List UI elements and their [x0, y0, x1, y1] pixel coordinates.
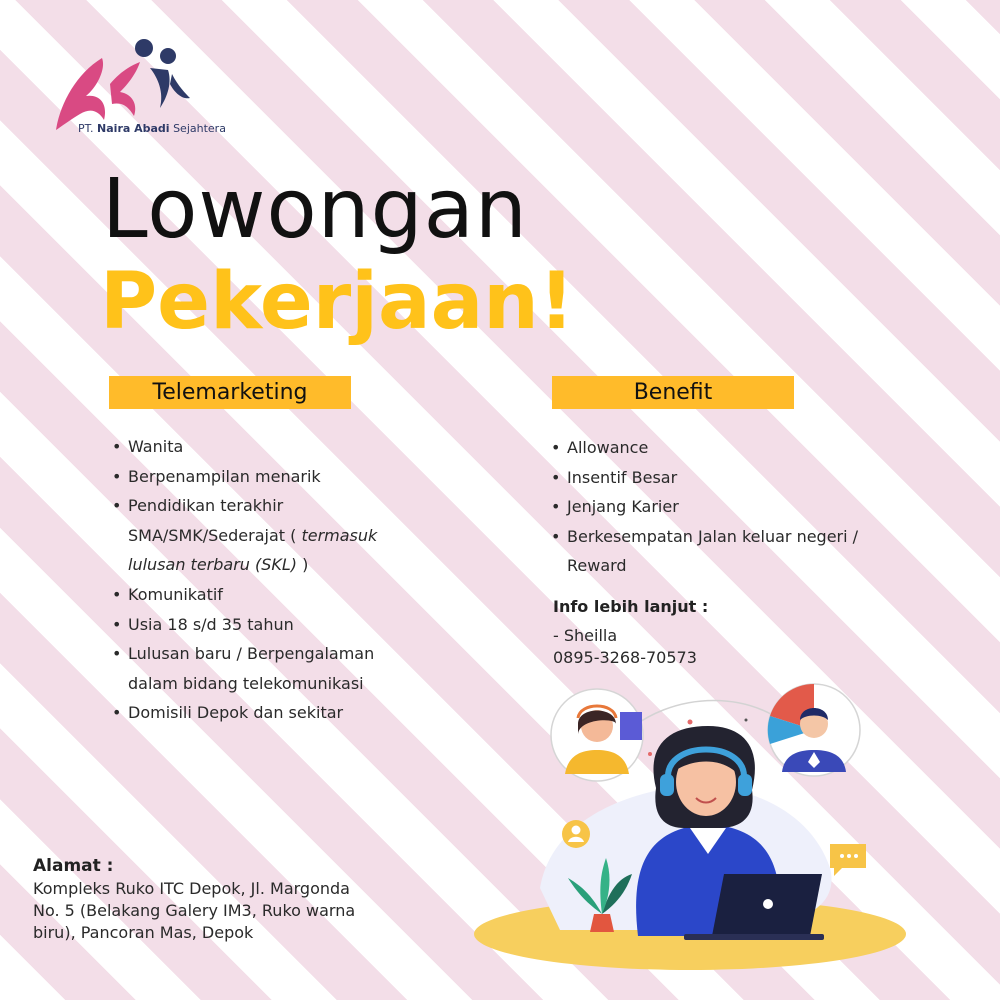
agent-avatar-right [768, 684, 860, 776]
contact-name: - Sheilla [553, 626, 618, 645]
list-item: • Insentif Besar [548, 463, 888, 493]
benefit-heading: Benefit [552, 376, 794, 409]
company-logo [46, 34, 196, 134]
headline-line-1: Lowongan [102, 162, 528, 257]
user-icon [562, 820, 590, 848]
list-item: • Jenjang Karier [548, 492, 888, 522]
list-item: • Komunikatif [109, 580, 399, 610]
list-item: • Allowance [548, 433, 888, 463]
list-item: • Berkesempatan Jalan keluar negeri / Reward [548, 522, 888, 581]
list-item: • Lulusan baru / Berpengalaman dalam bidang telekomunikasi [109, 639, 399, 698]
benefit-list [548, 433, 888, 581]
list-item: • Usia 18 s/d 35 tahun [109, 610, 399, 640]
requirements-list [109, 432, 399, 728]
headline-line-2: Pekerjaan! [100, 257, 575, 347]
list-item: • Wanita [109, 432, 399, 462]
position-heading: Telemarketing [109, 376, 351, 409]
company-name: PT. Naira Abadi Sejahtera [78, 122, 226, 135]
address-heading: Alamat : [33, 856, 114, 876]
list-item: • Domisili Depok dan sekitar [109, 698, 399, 728]
contact-heading: Info lebih lanjut : [553, 597, 709, 616]
contact-phone[interactable]: 0895-3268-70573 [553, 648, 697, 667]
agent-avatar-left [551, 689, 643, 781]
call-center-agent-illustration [470, 678, 930, 978]
list-item: • Pendidikan terakhir SMA/SMK/Sederajat ( termasuk lulusan terbaru (SKL) ) [109, 491, 399, 580]
chat-bubble-icon [830, 844, 866, 876]
list-item: • Berpenampilan menarik [109, 462, 399, 492]
address-text: Kompleks Ruko ITC Depok, Jl. Margonda No. 5 (Belakang Galery IM3, Ruko warna biru), Pancoran Mas, Depok [33, 879, 356, 942]
